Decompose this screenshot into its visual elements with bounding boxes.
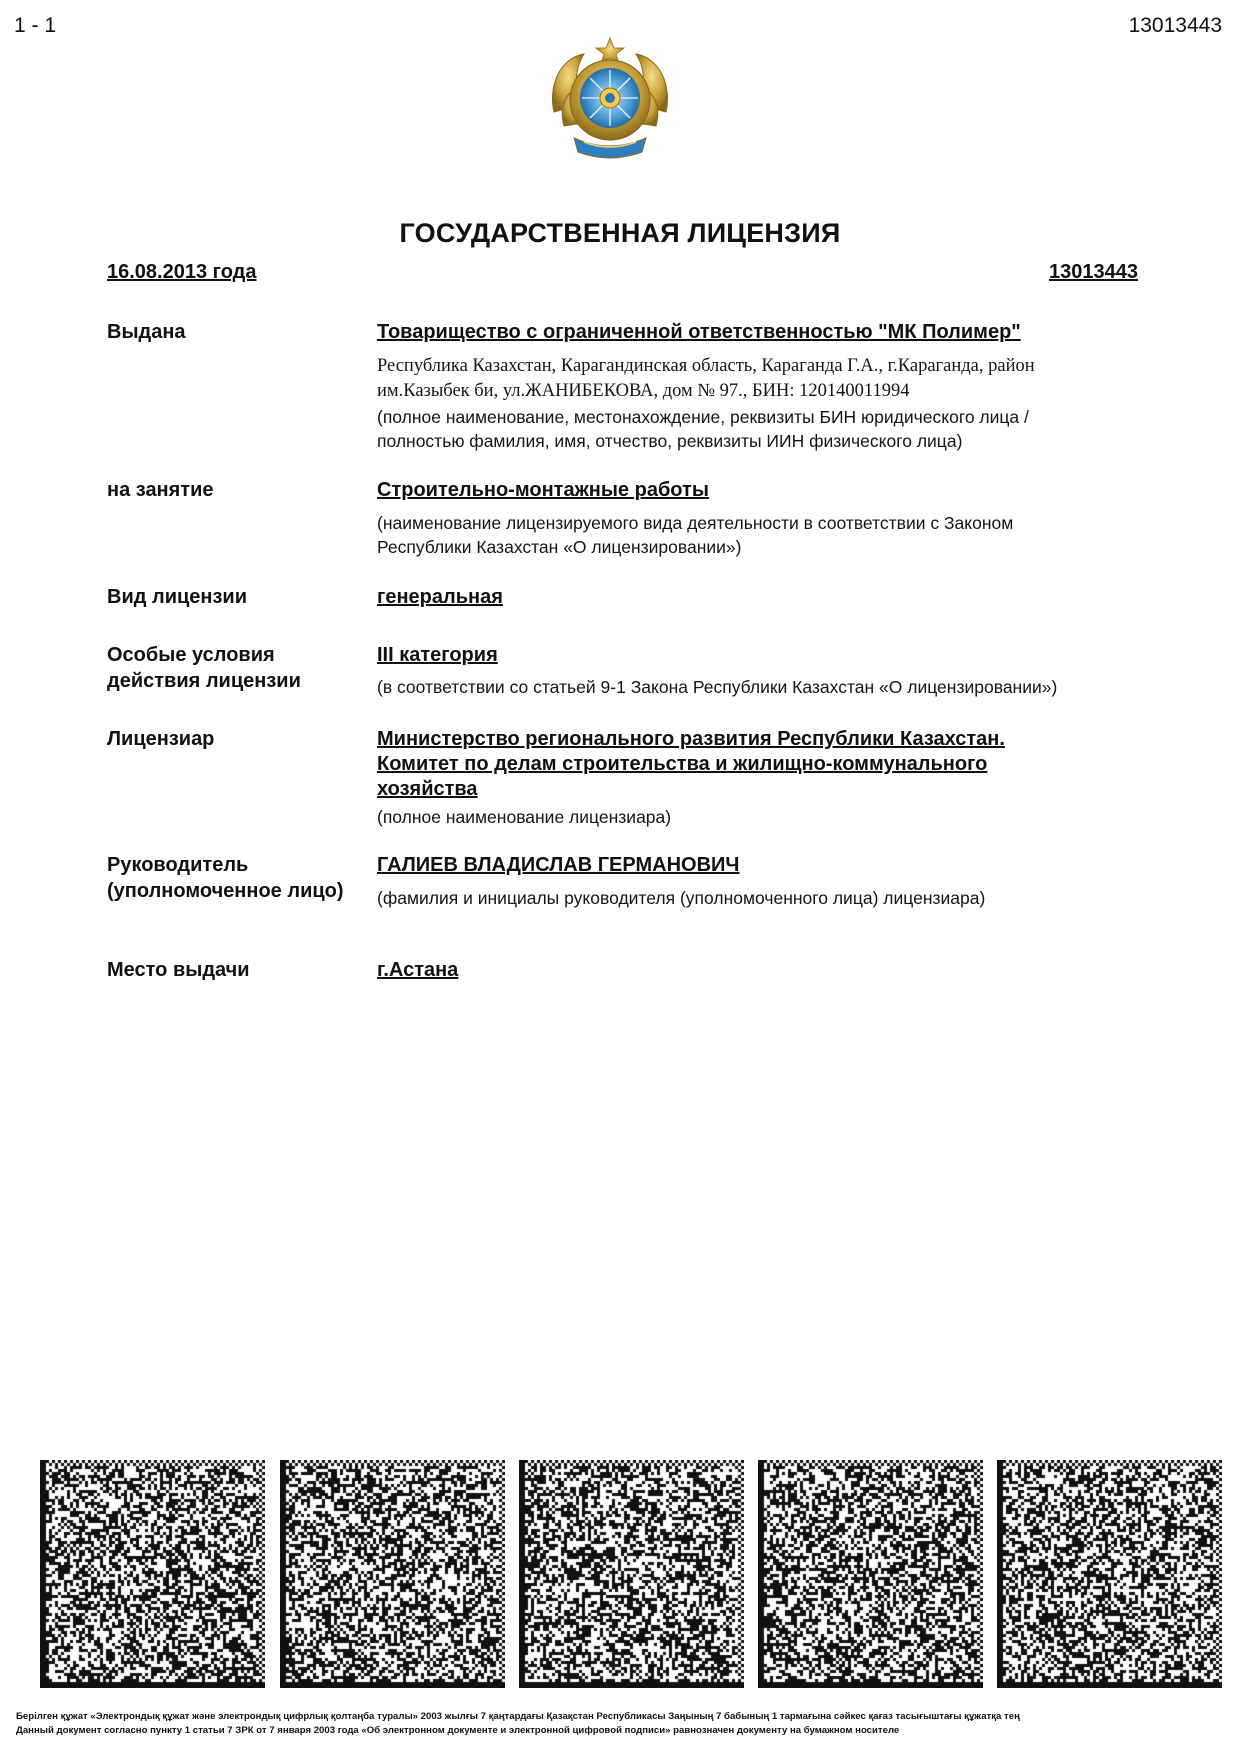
state-emblem-icon (544, 34, 676, 166)
barcode-icon (519, 1460, 744, 1688)
activity-note-line-2: Республики Казахстан «О лицензировании») (377, 537, 742, 557)
special-conditions-label-1: Особые условия (107, 644, 275, 666)
special-conditions-value: III категория (377, 644, 498, 666)
header-document-number: 13013443 (1128, 14, 1222, 37)
head-value: ГАЛИЕВ ВЛАДИСЛАВ ГЕРМАНОВИЧ (377, 854, 740, 876)
licensor-value-line-3: хозяйства (377, 778, 478, 800)
activity-label: на занятие (107, 479, 214, 501)
footer-legal-ru: Данный документ согласно пункту 1 статьи 7 ЗРК от 7 января 2003 года «Об электронном документе и электронной цифровой подписи» равнозначен документу на бумажном носителе (16, 1725, 900, 1736)
place-value: г.Астана (377, 959, 459, 981)
issued-to-value: Товарищество с ограниченной ответственностью "МК Полимер" (377, 321, 1021, 343)
footer-legal-kz: Берілген құжат «Электрондық құжат және электрондық цифрлық қолтаңба туралы» 2003 жылғы 7 қаңтардағы Қазақстан Республикасы Заңының 7 бабының 1 тармағына сәйкес қағаз тасығыштағы құжатқа тең (16, 1711, 1020, 1722)
issued-to-note-line-1: (полное наименование, местонахождение, реквизиты БИН юридического лица / (377, 407, 1029, 427)
activity-note-line-1: (наименование лицензируемого вида деятельности в соответствии с Законом (377, 513, 1014, 533)
head-label-1: Руководитель (107, 854, 249, 876)
license-type-value: генеральная (377, 586, 503, 608)
address-line-1: Республика Казахстан, Карагандинская область, Караганда Г.А., г.Караганда, район (377, 356, 1035, 376)
issued-to-note-line-2: полностью фамилия, имя, отчество, реквизиты ИИН физического лица) (377, 431, 963, 451)
head-label-2: (уполномоченное лицо) (107, 880, 344, 902)
barcode-icon (280, 1460, 505, 1688)
license-type-label: Вид лицензии (107, 586, 248, 608)
issue-date: 16.08.2013 года (107, 261, 257, 283)
document-title: ГОСУДАРСТВЕННАЯ ЛИЦЕНЗИЯ (399, 218, 841, 248)
barcode-icon (997, 1460, 1222, 1688)
address-line-2: им.Казыбек би, ул.ЖАНИБЕКОВА, дом № 97., БИН: 120140011994 (377, 381, 910, 401)
licensor-note: (полное наименование лицензиара) (377, 807, 672, 827)
special-conditions-label-2: действия лицензии (107, 670, 301, 692)
issued-to-label: Выдана (107, 321, 186, 343)
place-label: Место выдачи (107, 959, 250, 981)
special-conditions-note: (в соответствии со статьей 9-1 Закона Республики Казахстан «О лицензировании») (377, 677, 1058, 697)
page-reference: 1 - 1 (14, 14, 57, 37)
barcode-icon (40, 1460, 265, 1688)
head-note: (фамилия и инициалы руководителя (уполномоченного лица) лицензиара) (377, 888, 986, 908)
licensor-value-line-2: Комитет по делам строительства и жилищно-коммунального (377, 753, 988, 775)
activity-value: Строительно-монтажные работы (377, 479, 709, 501)
barcode-icon (758, 1460, 983, 1688)
licensor-label: Лицензиар (107, 728, 215, 750)
barcode-strip (40, 1460, 1230, 1690)
licensor-value-line-1: Министерство регионального развития Республики Казахстан. (377, 728, 1005, 750)
license-number: 13013443 (1049, 261, 1138, 283)
